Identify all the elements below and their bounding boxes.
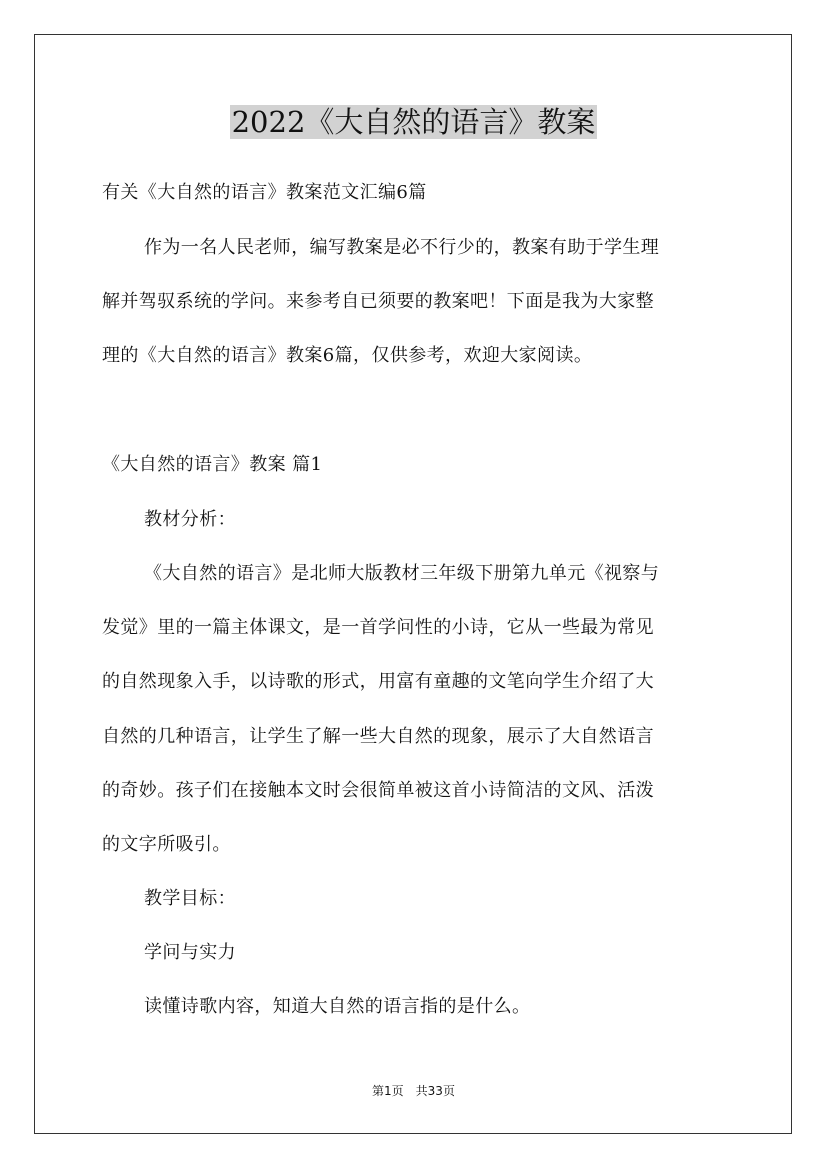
document-title bbox=[0, 102, 827, 142]
paragraph-line: 的奇妙。孩子们在接触本文时会很简单被这首小诗简洁的文风、活泼 bbox=[102, 780, 654, 801]
paragraph-line: 发觉》里的一篇主体课文，是一首学问性的小诗，它从一些最为常见 bbox=[102, 617, 654, 638]
paragraph-line: 作为一名人民老师，编写教案是必不行少的，教案有助于学生理 bbox=[144, 237, 660, 258]
document-title-text: 2022《大自然的语言》教案 bbox=[231, 105, 596, 139]
paragraph-line: 自然的几种语言，让学生了解一些大自然的现象，展示了大自然语言 bbox=[102, 726, 654, 747]
paragraph-line: 读懂诗歌内容，知道大自然的语言指的是什么。 bbox=[144, 996, 531, 1017]
paragraph-line: 理的《大自然的语言》教案6篇，仅供参考，欢迎大家阅读。 bbox=[102, 345, 593, 366]
subtitle-line: 有关《大自然的语言》教案范文汇编6篇 bbox=[102, 182, 427, 203]
total-pages-label: 共33页 bbox=[415, 1084, 455, 1098]
paragraph-line: 教材分析： bbox=[144, 509, 236, 530]
paragraph-line: 教学目标： bbox=[144, 888, 236, 909]
paragraph-line: 《大自然的语言》是北师大版教材三年级下册第九单元《视察与 bbox=[144, 563, 660, 584]
page-footer bbox=[0, 1083, 827, 1099]
current-page-label: 第1页 bbox=[372, 1084, 404, 1098]
paragraph-line: 的自然现象入手，以诗歌的形式，用富有童趣的文笔向学生介绍了大 bbox=[102, 671, 654, 692]
paragraph-line: 学问与实力 bbox=[144, 942, 236, 963]
section-heading: 《大自然的语言》教案 篇1 bbox=[102, 454, 323, 475]
paragraph-line: 解并驾驭系统的学问。来参考自已须要的教案吧！下面是我为大家整 bbox=[102, 291, 654, 312]
paragraph-line: 的文字所吸引。 bbox=[102, 834, 231, 855]
